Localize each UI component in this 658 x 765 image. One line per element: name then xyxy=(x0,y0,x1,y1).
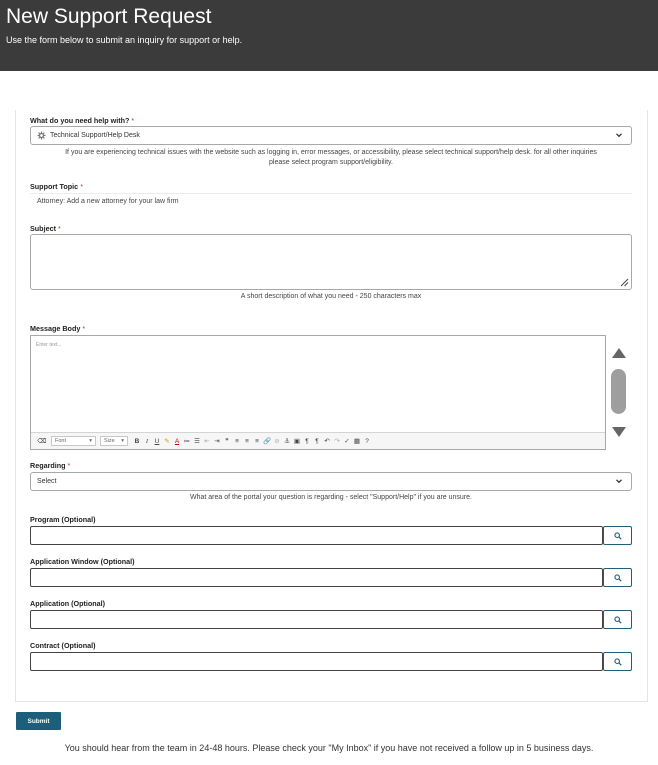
page-header xyxy=(0,0,658,71)
required-marker: * xyxy=(82,324,86,333)
table-icon[interactable]: ▦ xyxy=(353,438,361,445)
page-title: New Support Request xyxy=(6,5,212,28)
search-icon xyxy=(614,616,622,624)
subject-label-text: Subject xyxy=(30,224,56,233)
application-label: Application (Optional) xyxy=(30,599,106,608)
chevron-down-icon xyxy=(614,476,624,486)
bullet-list-icon[interactable]: ≔ xyxy=(183,438,191,445)
spellcheck-icon[interactable]: ✓ xyxy=(344,438,350,445)
chevron-down-icon xyxy=(614,130,624,140)
application-window-input[interactable] xyxy=(30,568,603,587)
divider xyxy=(30,193,632,194)
subject-help-text: A short description of what you need - 250 characters max xyxy=(240,293,422,300)
scrollbar-thumb[interactable] xyxy=(611,369,626,414)
ltr-icon[interactable]: ¶ xyxy=(305,437,309,445)
subject-label xyxy=(30,224,61,233)
help-with-select[interactable] xyxy=(30,126,632,145)
support-topic-value: Attorney: Add a new attorney for your law firm xyxy=(37,198,179,205)
scroll-down-arrow-icon[interactable] xyxy=(611,426,627,438)
font-select[interactable] xyxy=(51,436,96,446)
application-window-search-button[interactable] xyxy=(603,568,632,587)
undo-icon[interactable]: ↶ xyxy=(324,438,330,445)
search-icon xyxy=(614,658,622,666)
bold-button[interactable]: B xyxy=(134,437,140,445)
message-body-label xyxy=(30,324,85,333)
help-with-help-line2: please select program support/eligibility. xyxy=(269,159,393,166)
unlink-icon[interactable]: ⊘ xyxy=(274,438,280,445)
highlight-icon[interactable]: ✎ xyxy=(164,438,170,445)
italic-button[interactable]: I xyxy=(145,437,149,445)
scroll-up-arrow-icon[interactable] xyxy=(611,347,627,359)
regarding-label xyxy=(30,461,70,470)
gear-icon xyxy=(37,131,46,140)
align-left-icon[interactable]: ≡ xyxy=(235,437,239,445)
subject-textarea[interactable] xyxy=(30,234,632,290)
regarding-select[interactable] xyxy=(30,472,632,491)
image-icon[interactable]: ▣ xyxy=(293,438,301,445)
help-with-label-text: What do you need help with? xyxy=(30,116,130,125)
link-icon[interactable]: 🔗 xyxy=(262,438,272,445)
required-marker: * xyxy=(131,116,135,125)
contract-input[interactable] xyxy=(30,652,603,671)
support-topic-label-text: Support Topic xyxy=(30,182,79,191)
numbered-list-icon[interactable]: ☰ xyxy=(194,438,200,445)
message-body-editor[interactable] xyxy=(30,335,606,450)
program-label: Program (Optional) xyxy=(30,515,96,524)
application-window-label: Application Window (Optional) xyxy=(30,557,135,566)
search-icon xyxy=(614,574,622,582)
submit-button[interactable]: Submit xyxy=(16,712,61,730)
program-search-button[interactable] xyxy=(603,526,632,545)
caret-down-icon: ▾ xyxy=(89,438,92,444)
editor-toolbar xyxy=(31,432,605,449)
font-select-label: Font xyxy=(55,438,67,444)
footer-note: You should hear from the team in 24-48 hours. Please check your "My Inbox" if you have not received a follow up in 5 business days. xyxy=(64,743,594,753)
size-select-label: Size xyxy=(104,438,115,444)
outdent-icon[interactable]: ⇤ xyxy=(204,438,210,445)
page-subtitle: Use the form below to submit an inquiry for support or help. xyxy=(6,35,243,45)
required-marker: * xyxy=(67,461,71,470)
required-marker: * xyxy=(57,224,61,233)
contract-label: Contract (Optional) xyxy=(30,641,96,650)
clear-format-icon[interactable]: ⌫ xyxy=(37,438,47,445)
size-select[interactable] xyxy=(100,436,128,446)
editor-placeholder: Enter text... xyxy=(36,342,62,348)
help-with-value: Technical Support/Help Desk xyxy=(50,132,140,139)
message-body-label-text: Message Body xyxy=(30,324,81,333)
required-marker: * xyxy=(80,182,83,191)
regarding-label-text: Regarding xyxy=(30,461,66,470)
help-with-label xyxy=(30,116,134,125)
caret-down-icon: ▾ xyxy=(121,438,124,444)
help-with-help-text xyxy=(30,148,632,168)
resize-handle-icon[interactable] xyxy=(619,277,629,287)
application-search-button[interactable] xyxy=(603,610,632,629)
program-input[interactable] xyxy=(30,526,603,545)
application-input[interactable] xyxy=(30,610,603,629)
help-icon[interactable]: ? xyxy=(365,437,369,445)
contract-search-button[interactable] xyxy=(603,652,632,671)
search-icon xyxy=(614,532,622,540)
font-color-icon[interactable]: A xyxy=(174,437,180,445)
indent-icon[interactable]: ⇥ xyxy=(214,438,220,445)
quote-icon[interactable]: ❞ xyxy=(225,438,229,445)
support-topic-label xyxy=(30,182,83,191)
help-with-help-line1: If you are experiencing technical issues with the website such as logging in, error messages, or accessibility, please select technical support/help desk. for all other inquiries xyxy=(65,149,597,156)
redo-icon[interactable]: ↷ xyxy=(334,438,340,445)
regarding-value: Select xyxy=(37,478,57,485)
underline-button[interactable]: U xyxy=(154,437,160,445)
anchor-icon[interactable]: ⚓ xyxy=(284,438,290,445)
rtl-icon[interactable]: ¶ xyxy=(315,437,319,445)
regarding-help-text: What area of the portal your question is regarding - select "Support/Help" if you are unsure. xyxy=(189,494,472,501)
align-right-icon[interactable]: ≡ xyxy=(255,437,259,445)
align-center-icon[interactable]: ≡ xyxy=(245,437,249,445)
